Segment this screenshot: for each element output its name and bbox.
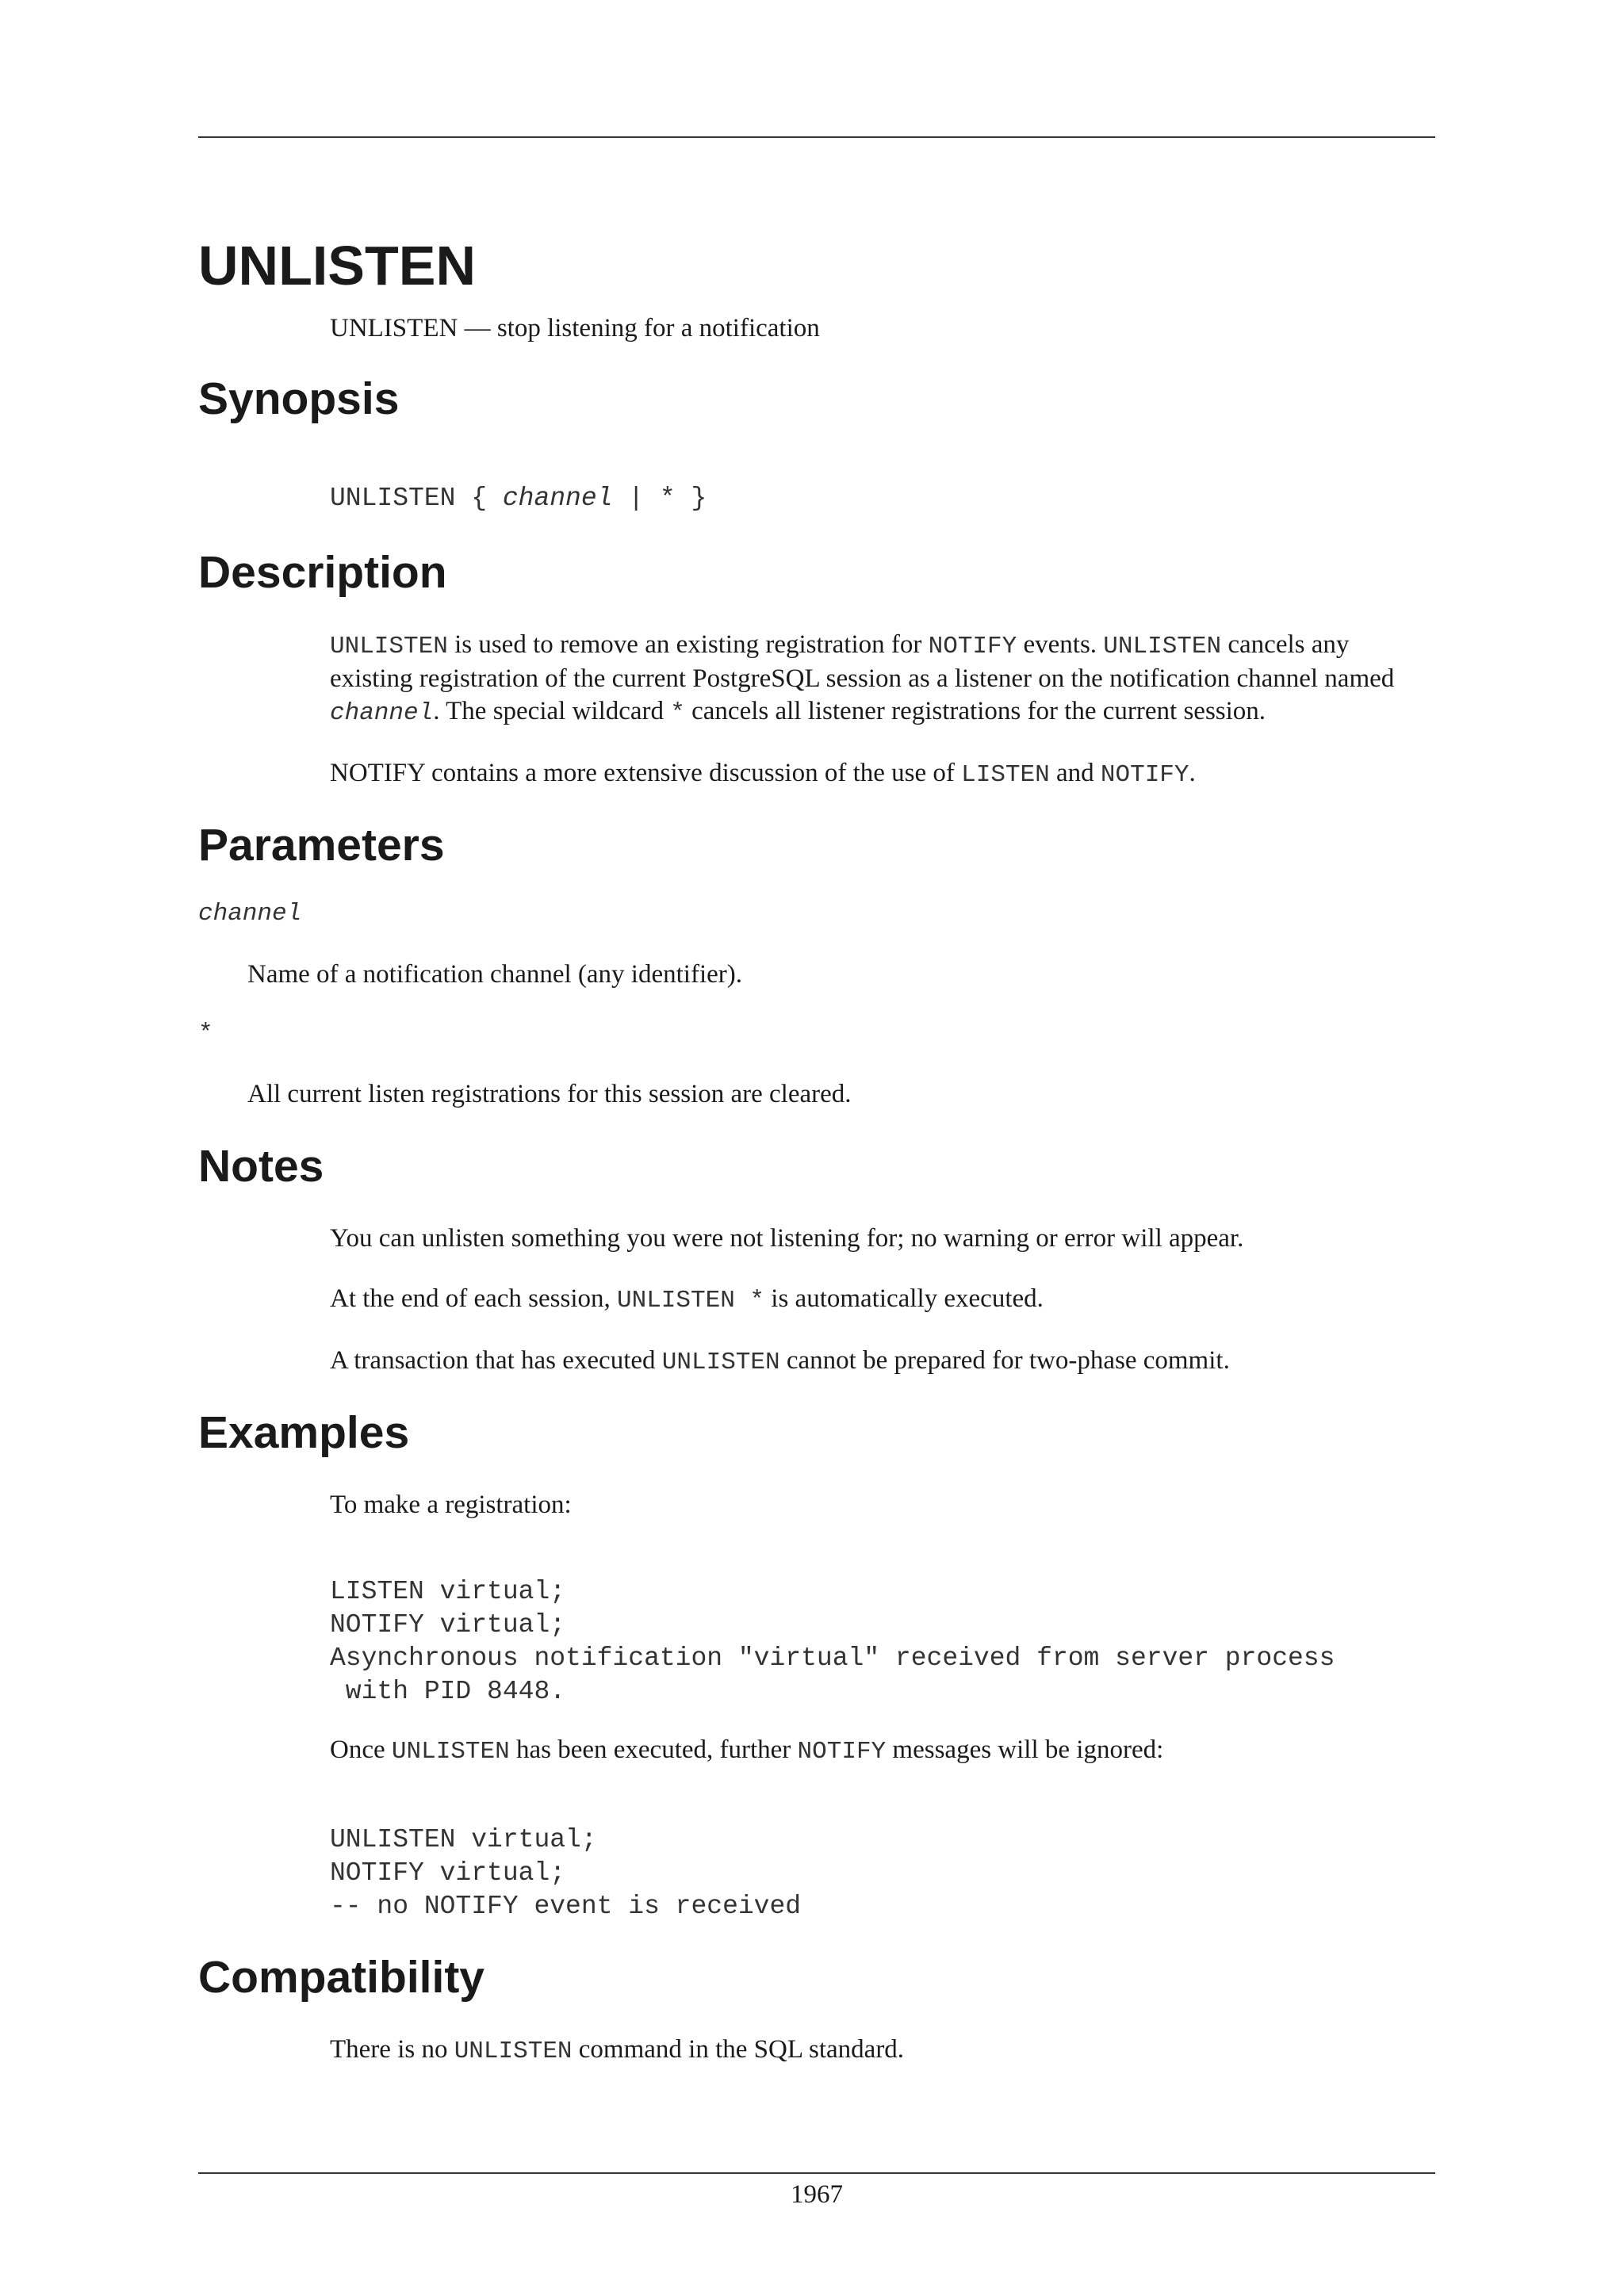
text-run: is used to remove an existing registration for bbox=[447, 630, 929, 659]
inline-code: UNLISTEN * bbox=[617, 1287, 765, 1314]
example-code-block-1: LISTEN virtual; NOTIFY virtual; Asynchronous notification "virtual" received from server process with PID 8448. bbox=[330, 1577, 1335, 1706]
text-run: . bbox=[1189, 759, 1196, 787]
inline-code: UNLISTEN bbox=[454, 2038, 573, 2065]
text-run: Once bbox=[330, 1735, 392, 1764]
inline-code: NOTIFY bbox=[797, 1738, 887, 1766]
synopsis-param: channel bbox=[502, 484, 613, 513]
text-run: cannot be prepared for two-phase commit. bbox=[779, 1346, 1230, 1375]
text-run: command in the SQL standard. bbox=[572, 2035, 905, 2064]
description-paragraph-2 bbox=[330, 757, 1435, 791]
synopsis-part-a: UNLISTEN { bbox=[330, 484, 503, 513]
page-title: UNLISTEN bbox=[198, 235, 476, 297]
parameter-term-channel: channel bbox=[198, 900, 302, 928]
text-run: A transaction that has executed bbox=[330, 1346, 662, 1375]
text-run: cancels any existing registration of the current PostgreSQL session as a listener on the notification channel named bbox=[330, 630, 1395, 693]
compatibility-heading: Compatibility bbox=[198, 1952, 485, 2003]
inline-code: NOTIFY bbox=[928, 633, 1017, 660]
parameter-desc-channel: Name of a notification channel (any identifier). bbox=[247, 960, 742, 989]
text-run: has been executed, further bbox=[509, 1735, 798, 1764]
inline-code: UNLISTEN bbox=[330, 633, 448, 660]
parameter-desc-star: All current listen registrations for this session are cleared. bbox=[247, 1080, 852, 1108]
text-run: cancels all listener registrations for the current session. bbox=[684, 697, 1266, 725]
notes-paragraph-2 bbox=[330, 1283, 1435, 1317]
inline-code-param: channel bbox=[330, 699, 434, 727]
inline-code: UNLISTEN bbox=[1103, 633, 1222, 660]
refpurpose-text: — stop listening for a notification bbox=[458, 314, 820, 342]
page-number: 1967 bbox=[791, 2180, 843, 2209]
parameter-term-star: * bbox=[198, 1020, 213, 1047]
footer-rule bbox=[198, 2172, 1435, 2174]
refpurpose-command: UNLISTEN bbox=[330, 314, 458, 342]
header-rule bbox=[198, 136, 1435, 138]
refpurpose bbox=[330, 312, 1435, 345]
examples-paragraph-1: To make a registration: bbox=[330, 1490, 572, 1519]
examples-heading: Examples bbox=[198, 1407, 410, 1458]
inline-code: UNLISTEN bbox=[661, 1349, 780, 1376]
text-run: events. bbox=[1017, 630, 1104, 659]
description-paragraph-1 bbox=[330, 629, 1435, 729]
notes-heading: Notes bbox=[198, 1141, 324, 1192]
text-run: There is no bbox=[330, 2035, 454, 2064]
inline-code: LISTEN bbox=[961, 761, 1050, 789]
text-run: At the end of each session, bbox=[330, 1284, 617, 1313]
text-run: . The special wildcard bbox=[433, 697, 671, 725]
notes-paragraph-3 bbox=[330, 1345, 1435, 1379]
inline-code: UNLISTEN bbox=[391, 1738, 510, 1766]
description-heading: Description bbox=[198, 547, 447, 598]
example-code-block-2: UNLISTEN virtual; NOTIFY virtual; -- no NOTIFY event is received bbox=[330, 1825, 802, 1921]
notify-reference-text: NOTIFY contains a more extensive discussion of the use of bbox=[330, 759, 962, 787]
compatibility-paragraph bbox=[330, 2034, 1435, 2068]
text-run: is automatically executed. bbox=[764, 1284, 1044, 1313]
parameters-heading: Parameters bbox=[198, 820, 445, 871]
text-run: and bbox=[1049, 759, 1101, 787]
text-run: messages will be ignored: bbox=[886, 1735, 1164, 1764]
inline-code: NOTIFY bbox=[1100, 761, 1189, 789]
examples-paragraph-2 bbox=[330, 1734, 1435, 1768]
notes-paragraph-1: You can unlisten something you were not listening for; no warning or error will appear. bbox=[330, 1224, 1244, 1253]
page-content bbox=[198, 235, 1435, 2068]
synopsis-part-b: | * } bbox=[612, 484, 707, 513]
inline-code: * bbox=[670, 699, 685, 727]
synopsis-heading: Synopsis bbox=[198, 373, 400, 424]
synopsis-code bbox=[330, 482, 1435, 515]
